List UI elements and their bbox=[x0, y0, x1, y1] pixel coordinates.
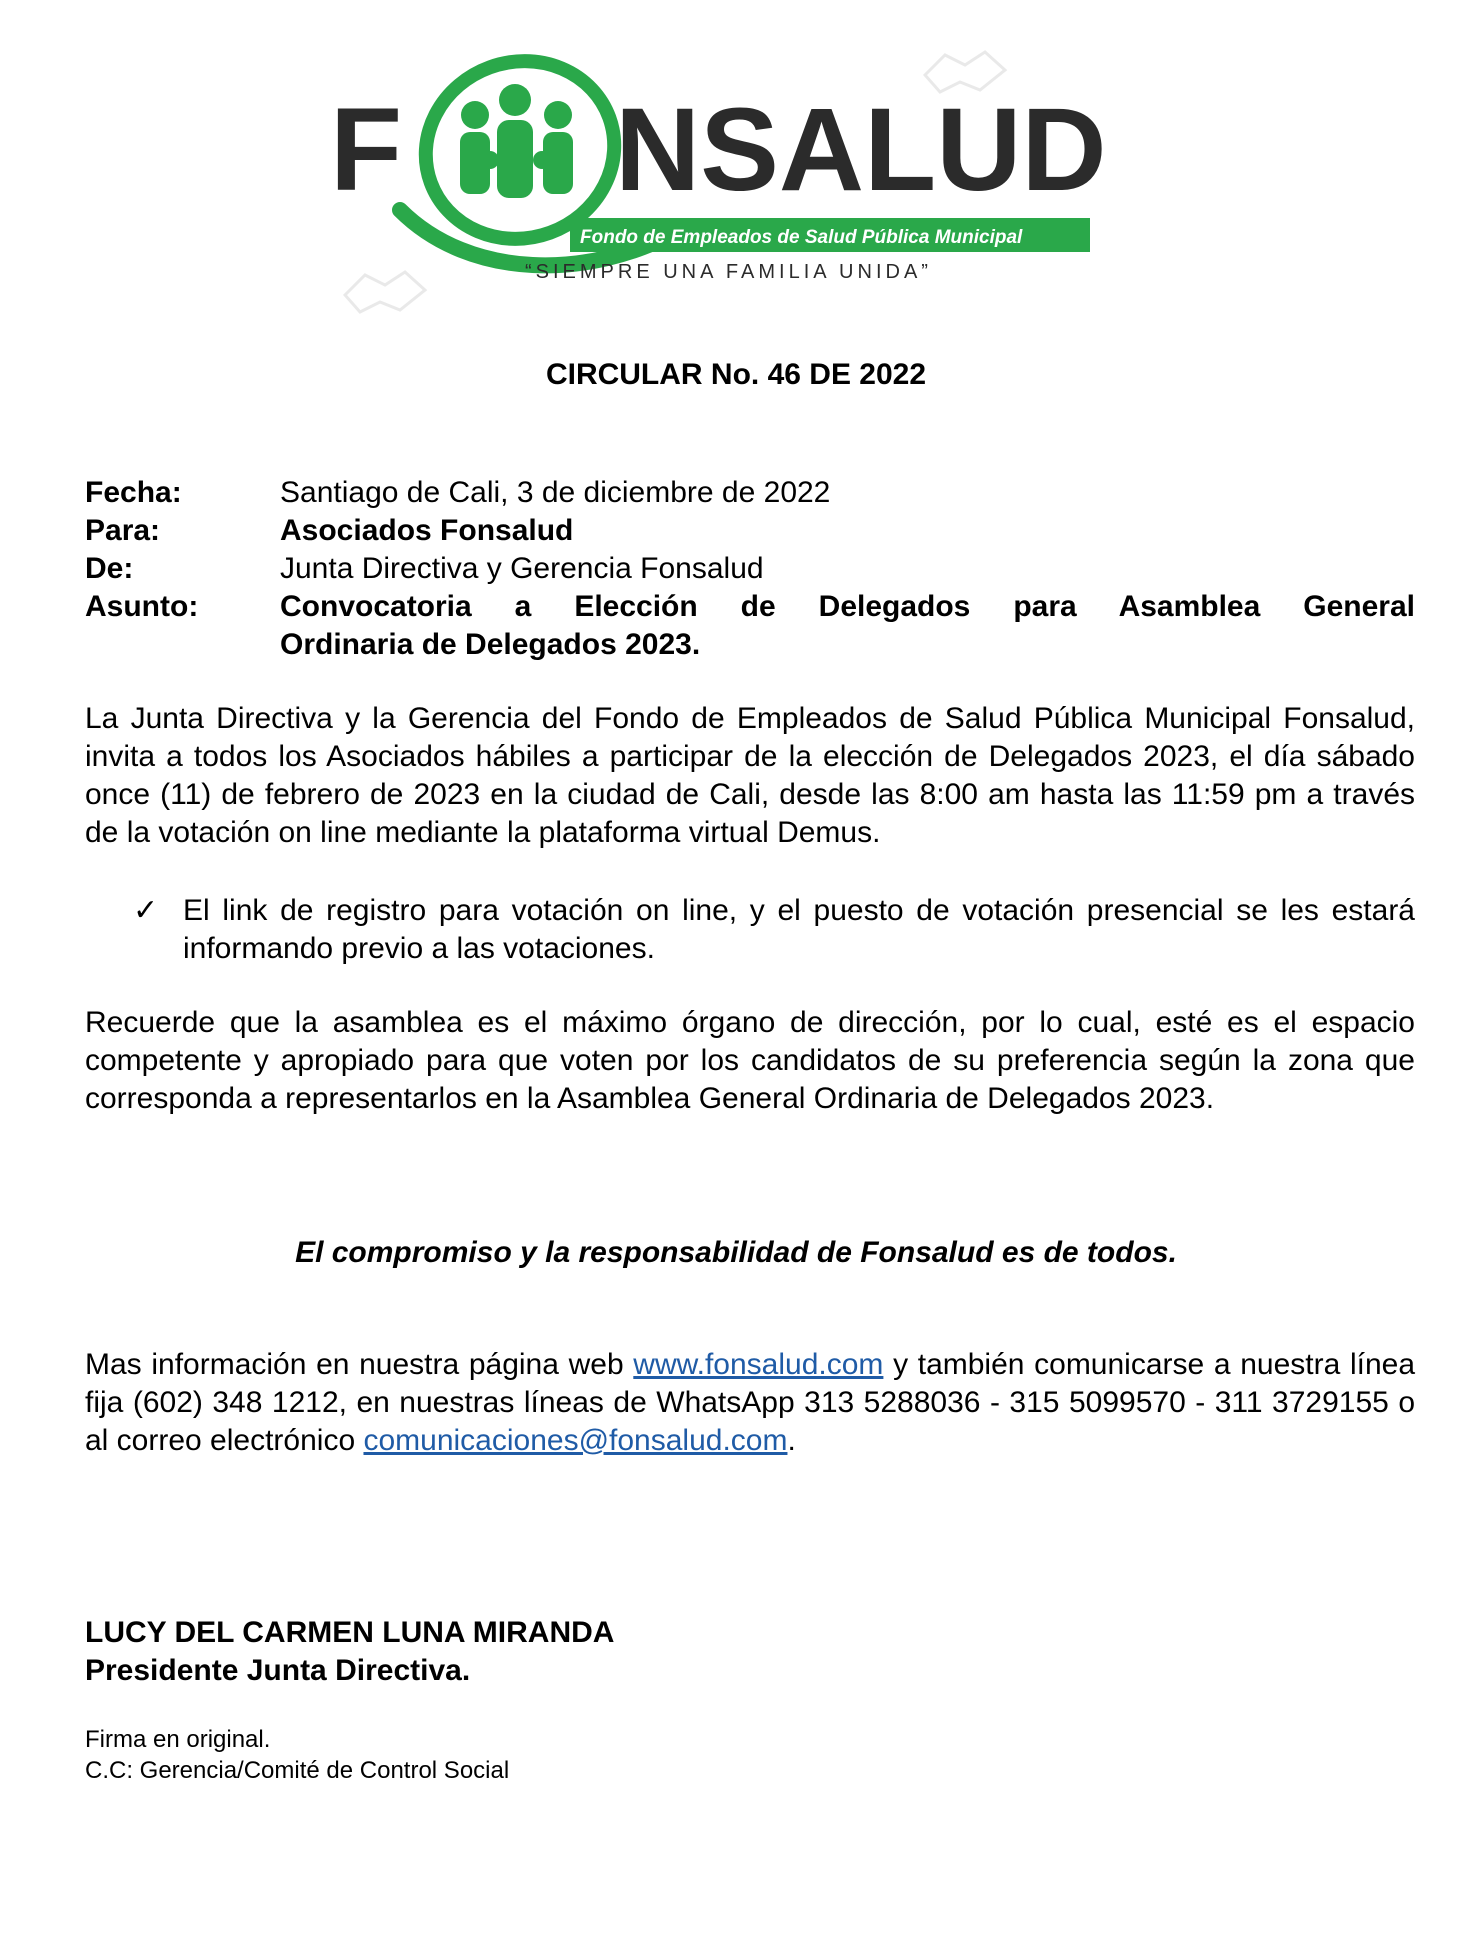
para-label: Para: bbox=[85, 514, 161, 547]
family-figures-icon bbox=[460, 84, 573, 198]
signature-block bbox=[85, 1614, 614, 1690]
logo-slogan: “SIEMPRE UNA FAMILIA UNIDA” bbox=[525, 261, 932, 283]
motto: El compromiso y la responsabilidad de Fonsalud es de todos. bbox=[295, 1236, 1177, 1269]
asunto-value bbox=[280, 588, 1415, 664]
check-icon: ✓ bbox=[133, 894, 159, 927]
body-paragraph-2: Recuerde que la asamblea es el máximo órgano de dirección, por lo cual, esté es el espacio competente y apropiado para que voten por los candidatos de su preferencia según la zona que corresponda a representarlos en la Asamblea General Ordinaria de Delegados 2023. bbox=[85, 1006, 1415, 1115]
memo-header bbox=[85, 474, 1415, 664]
de-value: Junta Directiva y Gerencia Fonsalud bbox=[280, 552, 764, 585]
fecha-label: Fecha: bbox=[85, 476, 182, 509]
logo-letter-f: F bbox=[330, 84, 403, 216]
bullet-text: El link de registro para votación on line, y el puesto de votación presencial se les estará informando previo a las votaciones. bbox=[183, 894, 1415, 965]
fecha-row bbox=[85, 474, 1415, 512]
contact-text-1: Mas información en nuestra página web bbox=[85, 1348, 634, 1381]
contact-text-end: . bbox=[787, 1424, 796, 1457]
circular-title: CIRCULAR No. 46 DE 2022 bbox=[545, 358, 927, 391]
asunto-row bbox=[85, 588, 1415, 664]
contact-text-2: y también comunicarse a nuestra línea fija (602) 348 1212, en nuestras líneas de WhatsApp 313 5288036 - 315 5099570 - 311 3729155 o al correo electrónico bbox=[85, 1348, 1415, 1457]
firma-note: Firma en original. bbox=[85, 1726, 271, 1753]
website-link[interactable]: www.fonsalud.com bbox=[633, 1348, 884, 1381]
body-paragraph-1: La Junta Directiva y la Gerencia del Fondo de Empleados de Salud Pública Municipal Fonsalud, invita a todos los Asociados hábiles a participar de la elección de Delegados 2023, el día sábado once (11) de febrero de 2023 en la ciudad de Cali, desde las 8:00 am hasta las 11:59 pm a través de la votación on line mediante la plataforma virtual Demus. bbox=[85, 702, 1415, 849]
cc-note: C.C: Gerencia/Comité de Control Social bbox=[85, 1757, 510, 1784]
footer-notes bbox=[85, 1724, 509, 1786]
signatory-name: LUCY DEL CARMEN LUNA MIRANDA bbox=[85, 1616, 615, 1649]
signatory-role: Presidente Junta Directiva. bbox=[85, 1654, 471, 1687]
para-row bbox=[85, 512, 1415, 550]
asunto-line-1: Convocatoria a Elección de Delegados para Asamblea General bbox=[280, 590, 1415, 623]
contact-paragraph bbox=[85, 1346, 1415, 1460]
asunto-label: Asunto: bbox=[85, 590, 199, 623]
de-label: De: bbox=[85, 552, 134, 585]
fecha-value: Santiago de Cali, 3 de diciembre de 2022 bbox=[280, 476, 831, 509]
fonsalud-logo bbox=[330, 30, 1120, 330]
de-row bbox=[85, 550, 1415, 588]
asunto-line-2: Ordinaria de Delegados 2023. bbox=[280, 628, 701, 661]
bullet-item bbox=[133, 892, 1415, 968]
logo-subtitle: Fondo de Empleados de Salud Pública Municipal bbox=[580, 227, 1023, 248]
email-link[interactable]: comunicaciones@fonsalud.com bbox=[363, 1424, 788, 1457]
logo-wordmark: NSALUD bbox=[615, 84, 1107, 216]
para-value: Asociados Fonsalud bbox=[280, 514, 574, 547]
